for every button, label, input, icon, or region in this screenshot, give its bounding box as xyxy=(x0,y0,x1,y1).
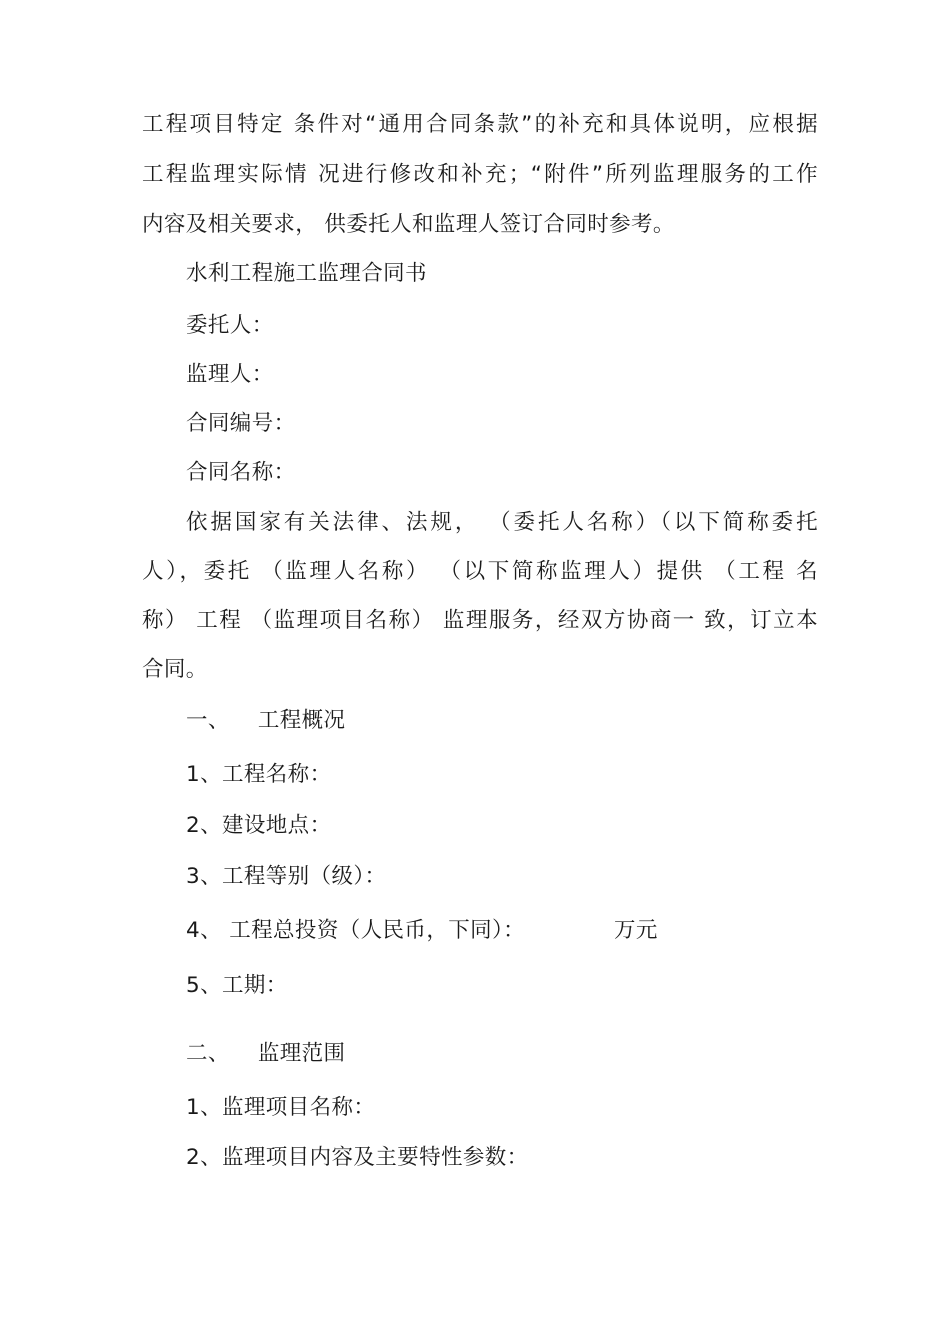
intro-line-2: 工程监理实际情 况进行修改和补充；“附件”所列监理服务的工作 xyxy=(142,162,818,187)
basis-line-4: 合同。 xyxy=(142,657,208,682)
section-1-number: 一、 xyxy=(186,708,230,733)
contract-number-label: 合同编号： xyxy=(186,411,296,436)
section-1-heading xyxy=(186,706,345,736)
section-1-item-3: 3、工程等别（级）： xyxy=(186,864,387,889)
section-2-number: 二、 xyxy=(186,1041,230,1066)
section-1-item-2: 2、建设地点： xyxy=(186,813,332,838)
section-1-title: 工程概况 xyxy=(257,708,346,733)
investment-unit: 万元 xyxy=(614,918,658,943)
section-1-item-1: 1、工程名称： xyxy=(186,762,332,787)
intro-line-1: 工程项目特定 条件对“通用合同条款”的补充和具体说明，应根据 xyxy=(142,112,818,137)
client-label: 委托人： xyxy=(186,313,274,338)
contract-title: 水利工程施工监理合同书 xyxy=(186,261,427,286)
section-1-item-5: 5、工期： xyxy=(186,973,288,998)
supervisor-label: 监理人： xyxy=(186,362,274,387)
section-2-item-2: 2、监理项目内容及主要特性参数： xyxy=(186,1145,529,1170)
investment-label: 4、 工程总投资（人民币，下同）： xyxy=(186,918,526,943)
section-2-heading xyxy=(186,1039,345,1069)
section-2-item-1: 1、监理项目名称： xyxy=(186,1095,376,1120)
basis-line-1: 依据国家有关法律、法规， （委托人名称）（以下简称委托 xyxy=(186,510,818,535)
section-2-title: 监理范围 xyxy=(257,1041,346,1066)
basis-line-2: 人），委托 （监理人名称） （以下简称监理人）提供 （工程 名 xyxy=(142,559,818,584)
intro-line-3: 内容及相关要求， 供委托人和监理人签订合同时参考。 xyxy=(142,212,675,237)
contract-name-label: 合同名称： xyxy=(186,460,296,485)
basis-line-3: 称） 工程 （监理项目名称） 监理服务，经双方协商一 致，订立本 xyxy=(142,608,818,633)
section-1-item-4 xyxy=(186,916,525,946)
